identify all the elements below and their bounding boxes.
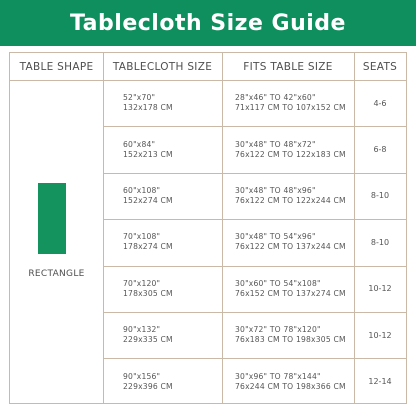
seats-value: 12-14	[368, 377, 392, 387]
title-banner	[0, 0, 416, 46]
seats-value: 8-10	[370, 191, 390, 201]
size-inches: 90"x132"	[123, 325, 161, 335]
fits-cm: 71x117 CM TO 107x152 CM	[235, 103, 346, 113]
seats-value: 4-6	[373, 98, 387, 108]
header-table-shape: TABLE SHAPE	[19, 60, 94, 73]
fits-cm: 76x152 CM TO 137x274 CM	[235, 288, 346, 298]
fits-cm: 76x122 CM TO 122x183 CM	[235, 149, 346, 159]
column-divider	[222, 53, 223, 403]
seats-value: 6-8	[373, 145, 387, 155]
seats-cell	[354, 126, 406, 172]
fits-inches: 30"x60" TO 54"x108"	[235, 278, 321, 288]
seats-value: 10-12	[368, 284, 392, 294]
tablecloth-size-cell	[123, 80, 221, 126]
size-inches: 70"x120"	[123, 278, 161, 288]
seats-cell	[354, 173, 406, 219]
rectangle-swatch	[38, 183, 66, 254]
seats-cell	[354, 80, 406, 126]
size-cm: 132x178 CM	[123, 103, 173, 113]
tablecloth-size-cell	[123, 266, 221, 312]
fits-cm: 76x122 CM TO 122x244 CM	[235, 195, 346, 205]
fits-inches: 30"x48" TO 54"x96"	[235, 232, 316, 242]
seats-value: 8-10	[370, 237, 390, 247]
seats-cell	[354, 312, 406, 358]
size-table	[9, 52, 407, 404]
seats-value: 10-12	[368, 330, 392, 340]
fits-table-size-cell	[235, 219, 353, 265]
tablecloth-size-cell	[123, 219, 221, 265]
fits-table-size-cell	[235, 126, 353, 172]
size-cm: 178x305 CM	[123, 288, 173, 298]
size-inches: 70"x108"	[123, 232, 161, 242]
size-inches: 60"x84"	[123, 139, 156, 149]
fits-table-size-cell	[235, 358, 353, 404]
header-tablecloth-size: TABLECLOTH SIZE	[112, 60, 213, 73]
fits-inches: 30"x48" TO 48"x72"	[235, 139, 316, 149]
size-cm: 152x213 CM	[123, 149, 173, 159]
fits-inches: 28"x46" TO 42"x60"	[235, 93, 316, 103]
fits-table-size-cell	[235, 312, 353, 358]
page-title: Tablecloth Size Guide	[70, 10, 346, 36]
size-cm: 229x335 CM	[123, 335, 173, 345]
fits-inches: 30"x72" TO 78"x120"	[235, 325, 321, 335]
seats-cell	[354, 266, 406, 312]
fits-cm: 76x183 CM TO 198x305 CM	[235, 335, 346, 345]
size-inches: 52"x70"	[123, 93, 156, 103]
fits-table-size-cell	[235, 173, 353, 219]
size-cm: 229x396 CM	[123, 381, 173, 391]
column-divider	[103, 53, 104, 403]
fits-table-size-cell	[235, 266, 353, 312]
fits-inches: 30"x48" TO 48"x96"	[235, 185, 316, 195]
size-cm: 152x274 CM	[123, 195, 173, 205]
tablecloth-size-cell	[123, 126, 221, 172]
seats-cell	[354, 219, 406, 265]
tablecloth-size-cell	[123, 173, 221, 219]
header-seats: SEATS	[362, 60, 398, 73]
fits-inches: 30"x96" TO 78"x144"	[235, 371, 321, 381]
tablecloth-size-cell	[123, 312, 221, 358]
size-inches: 90"x156"	[123, 371, 161, 381]
header-fits-table-size: FITS TABLE SIZE	[243, 60, 333, 73]
size-cm: 178x274 CM	[123, 242, 173, 252]
tablecloth-size-cell	[123, 358, 221, 404]
size-inches: 60"x108"	[123, 185, 161, 195]
fits-cm: 76x244 CM TO 198x366 CM	[235, 381, 346, 391]
fits-cm: 76x122 CM TO 137x244 CM	[235, 242, 346, 252]
shape-label: RECTANGLE	[28, 269, 85, 279]
fits-table-size-cell	[235, 80, 353, 126]
seats-cell	[354, 358, 406, 404]
